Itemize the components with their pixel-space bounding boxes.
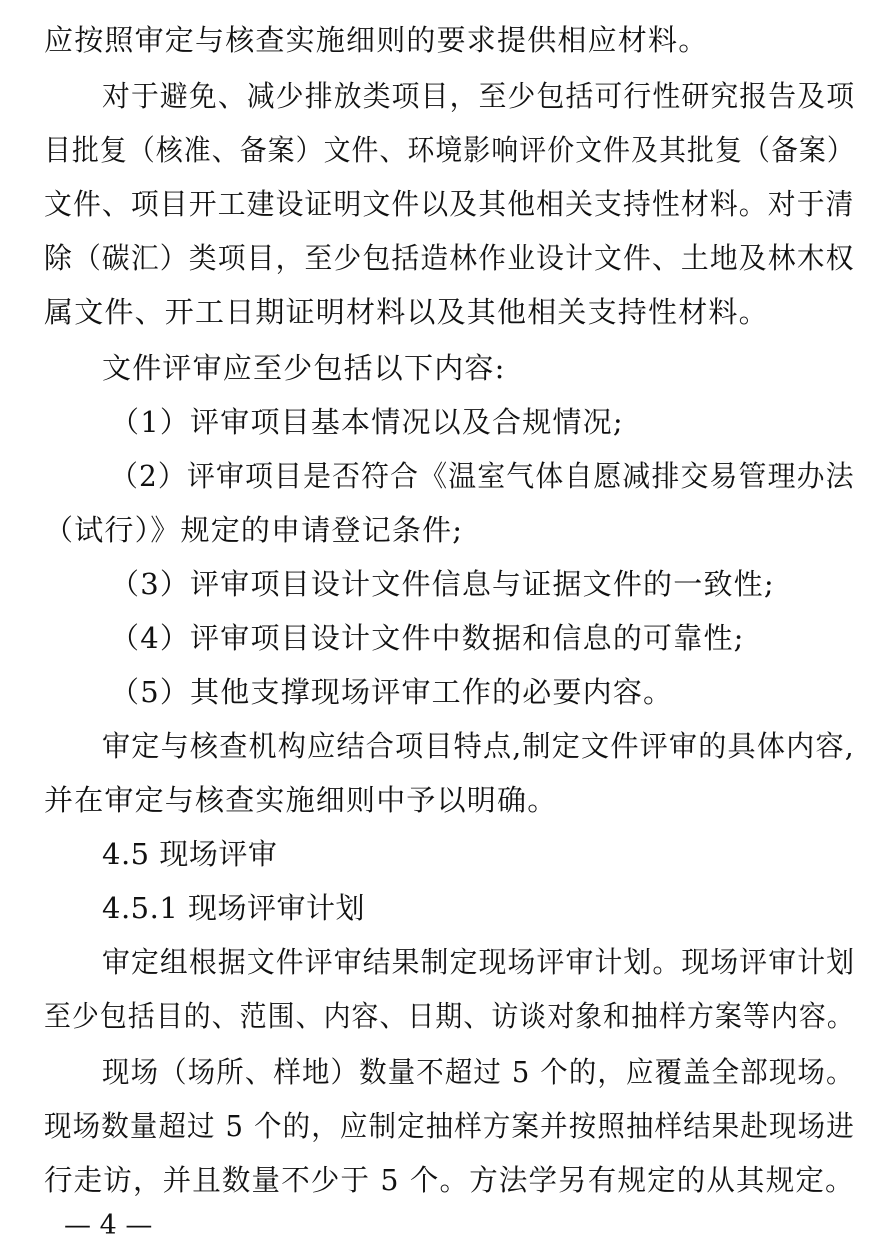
text-line: 属文件、开工日期证明材料以及其他相关支持性材料。: [44, 295, 769, 329]
list-item: （3）评审项目设计文件信息与证据文件的一致性;: [110, 567, 775, 601]
list-item: （5）其他支撑现场评审工作的必要内容。: [110, 675, 674, 709]
text-line: 并在审定与核查实施细则中予以明确。: [44, 783, 558, 817]
text-line: 文件评审应至少包括以下内容:: [102, 351, 506, 385]
list-item: （4）评审项目设计文件中数据和信息的可靠性;: [110, 621, 745, 655]
text-line: 除（碳汇）类项目，至少包括造林作业设计文件、土地及林木权: [44, 241, 855, 275]
text-line: 至少包括目的、范围、内容、日期、访谈对象和抽样方案等内容。: [44, 999, 855, 1033]
text-line: 对于避免、减少排放类项目，至少包括可行性研究报告及项: [102, 79, 856, 113]
text-line: 审定组根据文件评审结果制定现场评审计划。现场评审计划: [102, 945, 856, 979]
text-line: 应按照审定与核查实施细则的要求提供相应材料。: [44, 23, 709, 57]
list-item: （1）评审项目基本情况以及合规情况;: [110, 405, 624, 439]
text-line: 现场数量超过 5 个的，应制定抽样方案并按照抽样结果赴现场进: [44, 1109, 855, 1143]
text-line: （试行）》规定的申请登记条件;: [44, 513, 464, 547]
section-heading: 4.5 现场评审: [102, 837, 278, 871]
text-line: 文件、项目开工建设证明文件以及其他相关支持性材料。对于清: [44, 187, 855, 221]
page-number: — 4 —: [64, 1210, 153, 1241]
text-line: 现场（场所、样地）数量不超过 5 个的，应覆盖全部现场。: [102, 1055, 855, 1089]
list-item: （2）评审项目是否符合《温室气体自愿减排交易管理办法: [110, 459, 855, 493]
text-line: 目批复（核准、备案）文件、环境影响评价文件及其批复（备案）: [44, 133, 855, 167]
text-line: 行走访，并且数量不少于 5 个。方法学另有规定的从其规定。: [44, 1163, 855, 1197]
text-line: 审定与核查机构应结合项目特点,制定文件评审的具体内容,: [102, 729, 855, 763]
subsection-heading: 4.5.1 现场评审计划: [102, 891, 366, 925]
